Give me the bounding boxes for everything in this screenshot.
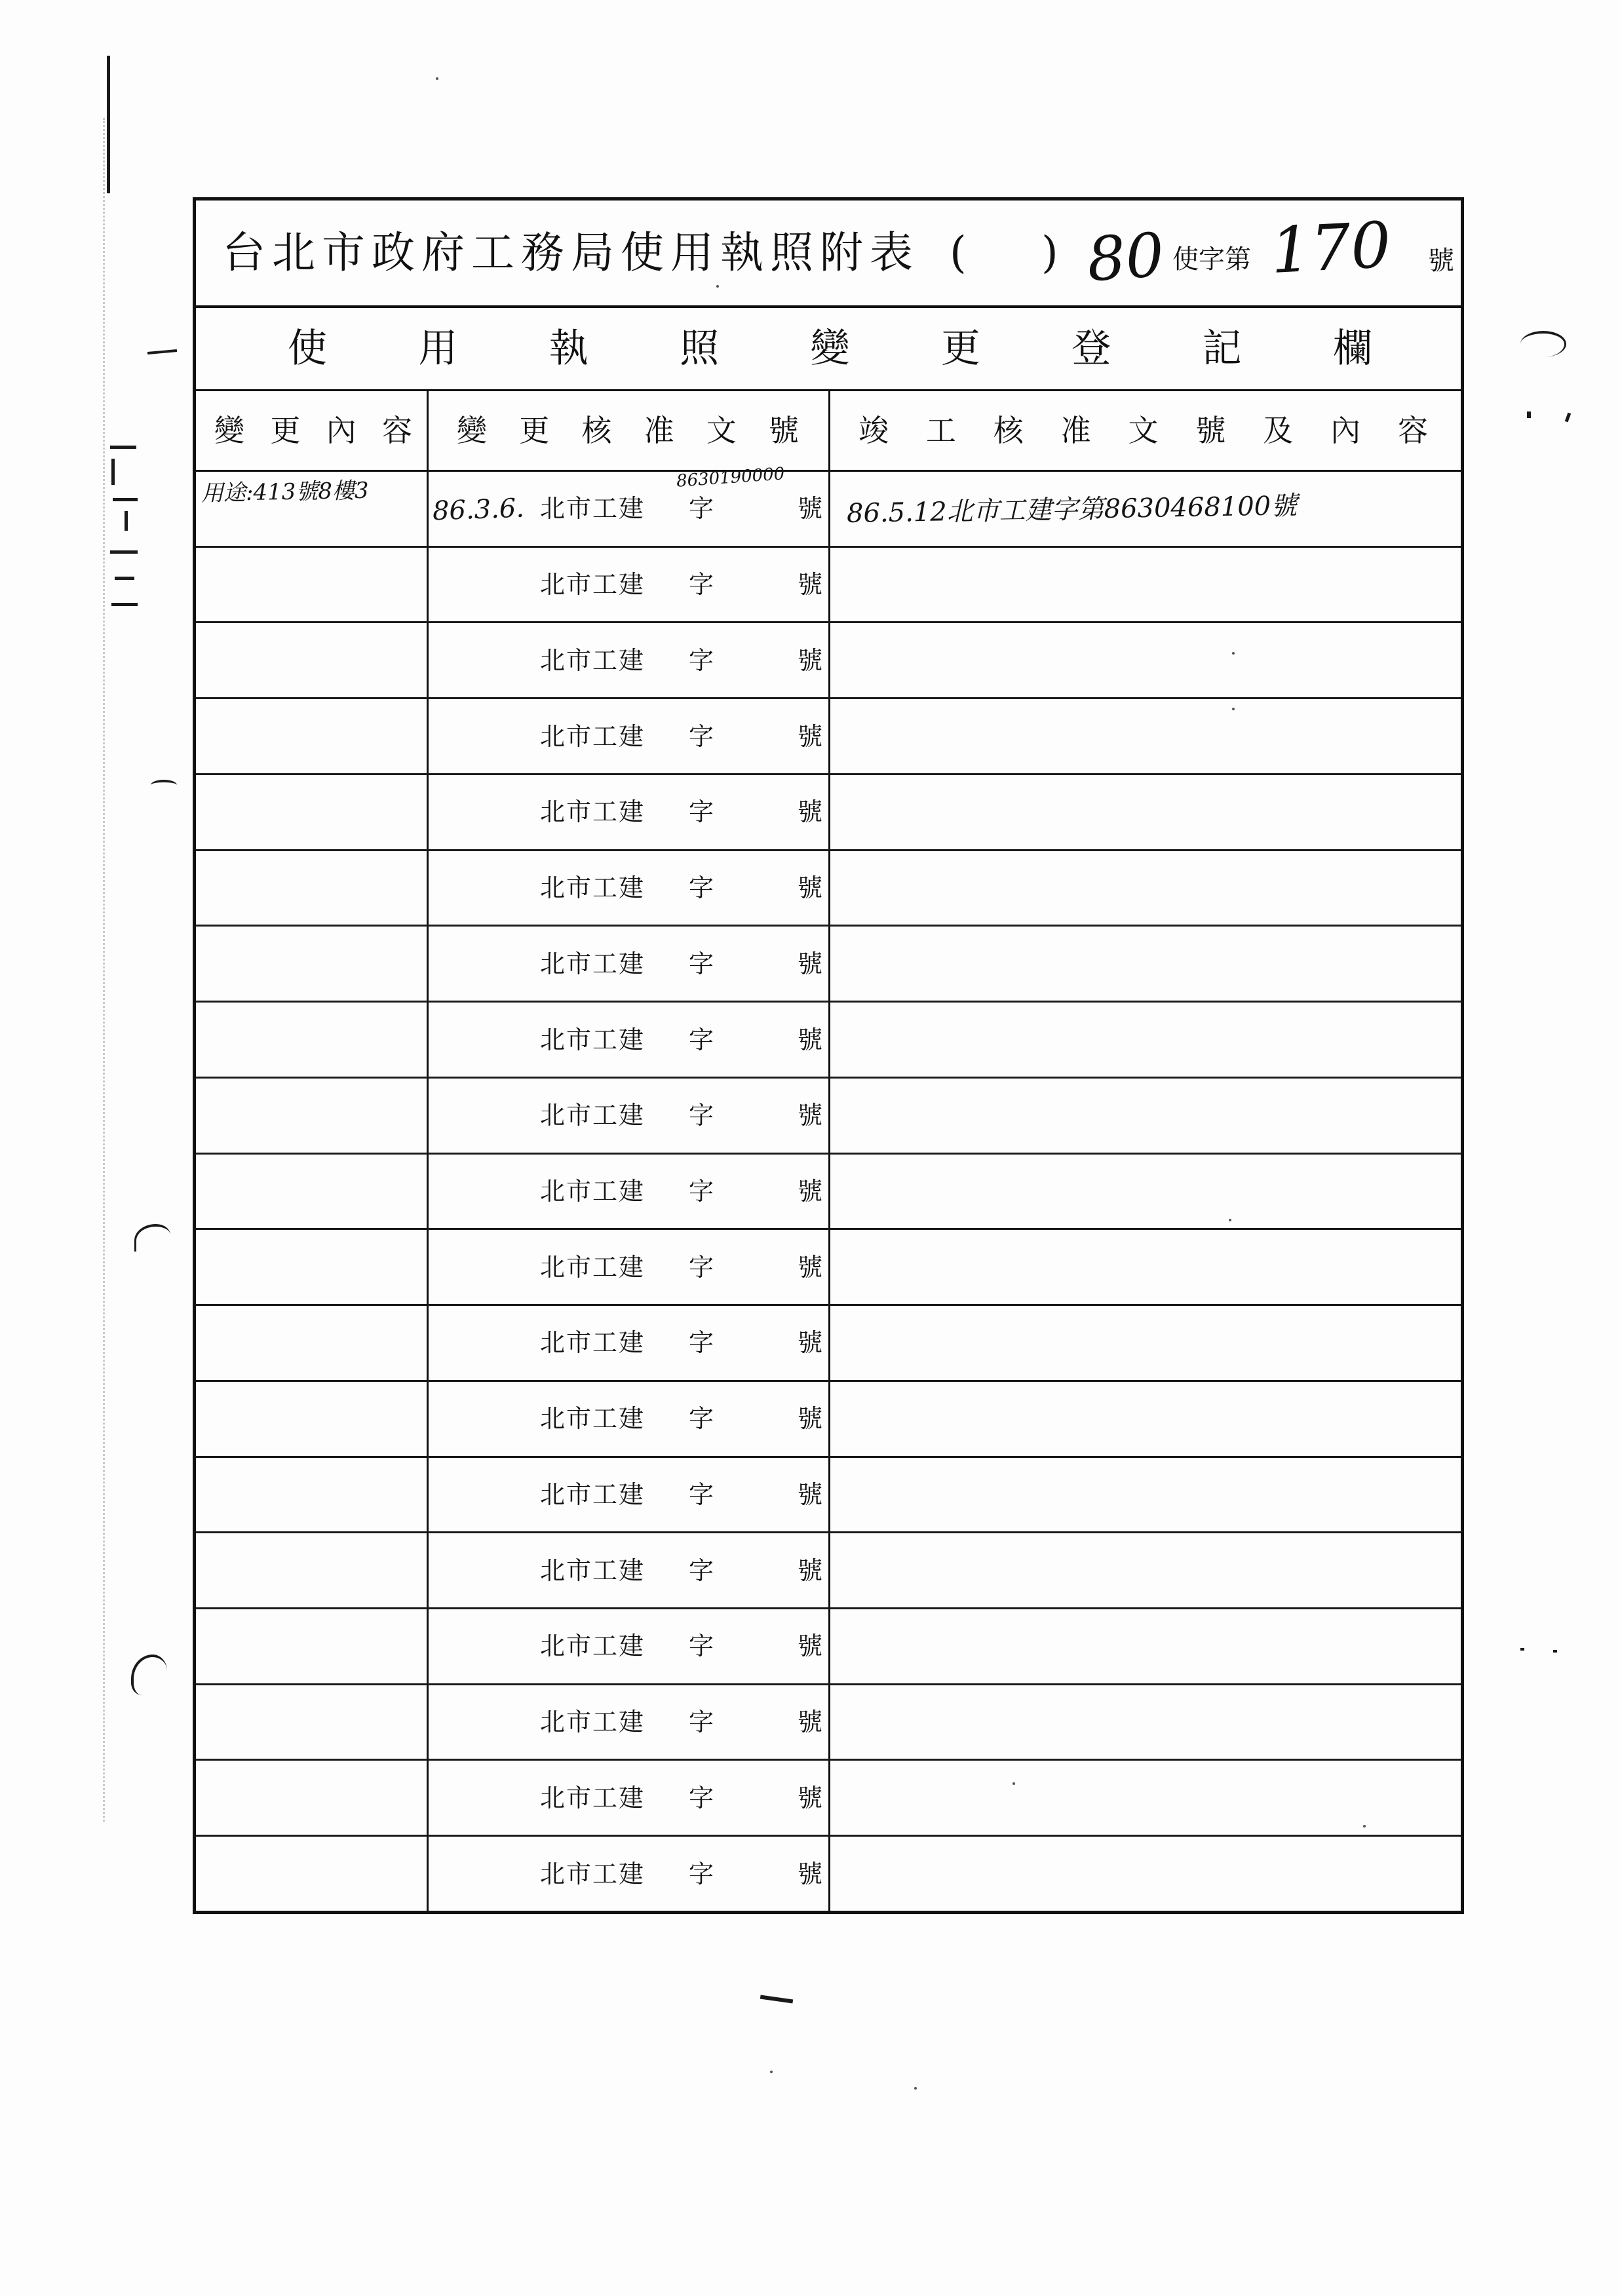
margin-stamp-mark	[111, 459, 115, 485]
register-row	[196, 1761, 1461, 1837]
register-row	[196, 623, 1461, 699]
office-label: 北市工建	[540, 1252, 646, 1282]
office-label: 北市工建	[540, 1480, 646, 1509]
hao-label: 號	[798, 1252, 823, 1282]
change-content-cell	[196, 548, 429, 622]
register-row	[196, 1230, 1461, 1306]
margin-stamp-mark	[125, 511, 128, 531]
header-approval-number-char: 核	[581, 413, 612, 448]
scan-speck	[436, 77, 438, 80]
header-approval-number-char: 號	[768, 413, 799, 448]
completion-cell	[830, 1155, 1461, 1229]
office-label: 北市工建	[540, 1101, 646, 1130]
completion-cell	[830, 548, 1461, 622]
hao-label: 號	[798, 1632, 823, 1661]
completion-cell	[830, 699, 1461, 773]
section-heading-char: 更	[940, 326, 980, 372]
hao-label: 號	[798, 1404, 823, 1434]
completion-cell	[830, 1685, 1461, 1759]
header-completion-char: 准	[1060, 413, 1091, 448]
approval-number-cell	[429, 699, 830, 773]
change-content-cell	[196, 1230, 429, 1304]
margin-dot-mark	[1520, 1648, 1524, 1651]
register-row	[196, 1306, 1461, 1382]
header-approval-number-char: 准	[644, 413, 674, 448]
completion-cell	[830, 1079, 1461, 1153]
change-content-cell	[196, 1685, 429, 1759]
section-heading-char: 欄	[1333, 326, 1372, 372]
hao-label: 號	[798, 1176, 823, 1206]
hao-label: 號	[798, 494, 823, 524]
approval-number-value: 8630190000	[676, 464, 786, 491]
completion-cell	[830, 1609, 1461, 1683]
office-label: 北市工建	[540, 1025, 646, 1054]
completion-value: 86.5.12北市工建字第8630468100號	[846, 491, 1298, 529]
change-content-cell	[196, 1458, 429, 1532]
register-row	[196, 851, 1461, 927]
license-number-handwritten: 170	[1269, 208, 1393, 288]
margin-tick-mark	[1565, 413, 1571, 423]
register-row	[196, 1685, 1461, 1761]
zi-label: 字	[689, 645, 714, 675]
section-heading-char: 用	[418, 326, 458, 372]
header-completion-char: 竣	[858, 413, 889, 448]
section-heading-char: 記	[1202, 326, 1242, 372]
form-title-row	[196, 201, 1461, 308]
register-row	[196, 1837, 1461, 1911]
register-row	[196, 699, 1461, 775]
change-content-cell	[196, 1761, 429, 1835]
office-label: 北市工建	[540, 570, 646, 600]
margin-line-mark	[107, 56, 110, 193]
license-suffix: 號	[1428, 246, 1454, 276]
completion-cell	[830, 1533, 1461, 1607]
approval-number-cell	[429, 464, 830, 546]
approval-date-value: 86.3.6.	[432, 493, 525, 527]
zi-label: 字	[689, 494, 714, 524]
hao-label: 號	[798, 797, 823, 827]
completion-cell	[830, 775, 1461, 849]
office-label: 北市工建	[540, 1708, 646, 1737]
usage-license-attachment-form	[193, 197, 1464, 1914]
license-year-handwritten: 80	[1085, 220, 1167, 296]
header-approval-number-char: 變	[457, 413, 487, 448]
approval-number-cell	[429, 1609, 830, 1683]
hao-label: 號	[798, 873, 823, 903]
office-label: 北市工建	[540, 1783, 646, 1812]
office-label: 北市工建	[540, 1859, 646, 1888]
header-completion-char: 容	[1398, 413, 1428, 448]
hao-label: 號	[798, 1328, 823, 1358]
margin-stamp-mark	[111, 603, 138, 606]
margin-dot-mark	[1553, 1650, 1557, 1653]
header-approval-number-char: 更	[519, 413, 550, 448]
change-content-cell	[196, 472, 429, 546]
approval-number-cell	[429, 775, 830, 849]
change-content-cell	[196, 699, 429, 773]
header-completion-char: 核	[993, 413, 1024, 448]
header-change-content-char: 變	[214, 413, 244, 448]
change-content-cell	[196, 1003, 429, 1077]
approval-number-cell	[429, 851, 830, 925]
hao-label: 號	[798, 721, 823, 751]
approval-number-cell	[429, 1761, 830, 1835]
margin-curve-mark	[1520, 331, 1566, 357]
zi-label: 字	[689, 1859, 714, 1888]
margin-dash-mark	[147, 349, 177, 354]
hao-label: 號	[798, 645, 823, 675]
office-label: 北市工建	[540, 1404, 646, 1434]
change-content-cell	[196, 927, 429, 1001]
register-row	[196, 1458, 1461, 1534]
register-rows	[196, 464, 1461, 1911]
approval-number-cell	[429, 1533, 830, 1607]
zi-label: 字	[689, 1480, 714, 1509]
zi-label: 字	[689, 1632, 714, 1661]
approval-number-cell	[429, 1155, 830, 1229]
office-label: 北市工建	[540, 645, 646, 675]
completion-cell	[830, 472, 1461, 546]
form-title: 台北市政府工務局使用執照附表	[222, 227, 919, 278]
hao-label: 號	[798, 1783, 823, 1812]
zi-label: 字	[689, 873, 714, 903]
completion-cell	[830, 623, 1461, 697]
completion-cell	[830, 1458, 1461, 1532]
change-content-cell	[196, 1533, 429, 1607]
office-label: 北市工建	[540, 873, 646, 903]
register-row	[196, 1533, 1461, 1609]
register-row	[196, 464, 1461, 548]
hao-label: 號	[798, 570, 823, 600]
hao-label: 號	[798, 949, 823, 978]
zi-label: 字	[689, 1101, 714, 1130]
hao-label: 號	[798, 1025, 823, 1054]
zi-label: 字	[689, 1328, 714, 1358]
margin-curve-mark	[151, 780, 177, 790]
approval-number-cell	[429, 1306, 830, 1380]
register-row	[196, 1155, 1461, 1231]
office-label: 北市工建	[540, 797, 646, 827]
title-paren-open: (	[950, 227, 967, 278]
header-change-content-char: 更	[270, 413, 301, 448]
office-label: 北市工建	[540, 1632, 646, 1661]
register-row	[196, 1609, 1461, 1685]
hao-label: 號	[798, 1480, 823, 1509]
margin-stamp-mark	[115, 577, 134, 580]
register-row	[196, 1382, 1461, 1458]
change-content-cell	[196, 1306, 429, 1380]
title-paren-close: )	[1041, 227, 1058, 278]
completion-cell	[830, 1230, 1461, 1304]
header-approval-number-char: 文	[706, 413, 737, 448]
header-completion-char: 號	[1195, 413, 1226, 448]
margin-stamp-mark	[110, 446, 136, 449]
header-completion	[830, 391, 1461, 470]
change-content-cell	[196, 851, 429, 925]
register-row	[196, 548, 1461, 624]
register-row	[196, 927, 1461, 1003]
approval-number-cell	[429, 548, 830, 622]
office-label: 北市工建	[540, 1556, 646, 1585]
change-content-cell	[196, 1079, 429, 1153]
header-approval-number	[429, 391, 830, 470]
section-heading-char: 登	[1071, 326, 1111, 372]
completion-cell	[830, 851, 1461, 925]
header-completion-char: 文	[1128, 413, 1159, 448]
section-heading-char: 變	[810, 326, 850, 372]
register-row	[196, 1079, 1461, 1155]
zi-label: 字	[689, 1783, 714, 1812]
approval-number-cell	[429, 1079, 830, 1153]
license-prefix: 使字第	[1172, 244, 1251, 275]
header-change-content-char: 內	[326, 413, 357, 448]
header-change-content	[196, 391, 429, 470]
change-content-cell	[196, 623, 429, 697]
header-completion-char: 及	[1263, 413, 1294, 448]
hao-label: 號	[798, 1101, 823, 1130]
change-content-cell	[196, 1382, 429, 1456]
header-completion-char: 內	[1330, 413, 1361, 448]
office-label: 北市工建	[540, 949, 646, 978]
office-label: 北市工建	[540, 1176, 646, 1206]
completion-cell	[830, 1837, 1461, 1911]
office-label: 北市工建	[540, 721, 646, 751]
margin-dotted-line	[103, 118, 105, 1822]
change-content-cell	[196, 775, 429, 849]
approval-number-cell	[429, 623, 830, 697]
approval-number-cell	[429, 1837, 830, 1911]
margin-stamp-mark	[110, 550, 138, 554]
zi-label: 字	[689, 1252, 714, 1282]
zi-label: 字	[689, 1176, 714, 1206]
zi-label: 字	[689, 797, 714, 827]
section-heading-char: 照	[680, 326, 720, 372]
office-label: 北市工建	[540, 1328, 646, 1358]
zi-label: 字	[689, 949, 714, 978]
header-completion-char: 工	[925, 413, 956, 448]
zi-label: 字	[689, 1708, 714, 1737]
zi-label: 字	[689, 570, 714, 600]
completion-cell	[830, 927, 1461, 1001]
approval-number-cell	[429, 1230, 830, 1304]
hao-label: 號	[798, 1708, 823, 1737]
office-label: 北市工建	[540, 494, 646, 524]
bottom-scribble-mark	[760, 1995, 793, 2004]
hao-label: 號	[798, 1859, 823, 1888]
approval-number-cell	[429, 1382, 830, 1456]
margin-paren-mark	[131, 1655, 167, 1695]
scan-speck	[770, 2071, 773, 2073]
header-change-content-char: 容	[381, 413, 412, 448]
zi-label: 字	[689, 1556, 714, 1585]
approval-number-cell	[429, 1458, 830, 1532]
zi-label: 字	[689, 1025, 714, 1054]
scan-speck	[914, 2087, 917, 2090]
change-content-cell	[196, 1155, 429, 1229]
section-heading	[196, 308, 1461, 391]
change-content-value: 用途:413號8樓3	[201, 477, 369, 507]
zi-label: 字	[689, 721, 714, 751]
completion-cell	[830, 1382, 1461, 1456]
margin-stamp-mark	[113, 498, 138, 501]
approval-number-cell	[429, 1003, 830, 1077]
margin-paren-mark	[134, 1224, 170, 1252]
completion-cell	[830, 1306, 1461, 1380]
zi-label: 字	[689, 1404, 714, 1434]
margin-tick-mark	[1527, 411, 1531, 418]
column-header-row	[196, 391, 1461, 472]
register-row	[196, 775, 1461, 851]
register-row	[196, 1003, 1461, 1079]
completion-cell	[830, 1761, 1461, 1835]
section-heading-char: 使	[288, 326, 327, 372]
approval-number-cell	[429, 927, 830, 1001]
approval-number-cell	[429, 1685, 830, 1759]
hao-label: 號	[798, 1556, 823, 1585]
change-content-cell	[196, 1609, 429, 1683]
change-content-cell	[196, 1837, 429, 1911]
section-heading-char: 執	[549, 326, 588, 372]
completion-cell	[830, 1003, 1461, 1077]
